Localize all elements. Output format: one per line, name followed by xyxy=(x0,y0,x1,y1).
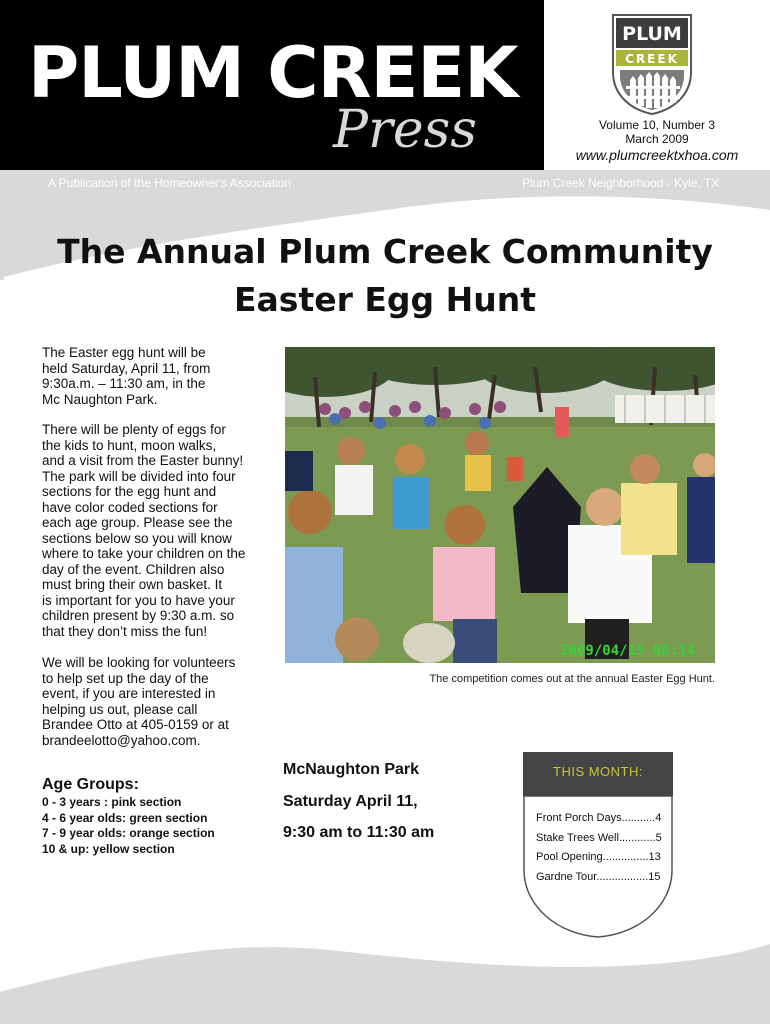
text-line: to help set up the day of the xyxy=(42,670,209,686)
event-time: 9:30 am to 11:30 am xyxy=(283,824,435,841)
age-group-item: 7 - 9 year olds: orange section xyxy=(42,826,215,840)
text-line: brandeelotto@yahoo.com. xyxy=(42,732,201,748)
text-line: The park will be divided into four xyxy=(42,468,236,484)
age-groups-list xyxy=(42,795,215,857)
text-line: is important for you to have your xyxy=(42,592,235,608)
age-group-item: 10 & up: yellow section xyxy=(42,841,175,856)
this-month-item: Front Porch Days...........4 xyxy=(536,812,662,824)
newsletter-title: PLUM CREEK xyxy=(28,32,518,114)
age-group-item: 4 - 6 year olds: green section xyxy=(42,810,208,825)
text-line: event, if you are interested in xyxy=(42,686,216,701)
text-line: sections below so you will know xyxy=(42,530,232,546)
text-line: must bring their own basket. It xyxy=(42,577,223,592)
age-group-item: 0 - 3 years : pink section xyxy=(42,795,182,809)
text-line: and a visit from the Easter bunny! xyxy=(42,453,244,468)
photo-timestamp: 2009/04/15 08:14 xyxy=(560,643,695,659)
logo-line1: PLUM xyxy=(622,23,682,45)
publication-tagline: A Publication of the Homeowner's Association xyxy=(48,176,292,190)
location-tagline: Plum Creek Neighborhood - Kyle, TX xyxy=(522,176,720,190)
text-line: where to take your children on the xyxy=(42,546,246,561)
volume-number: Volume 10, Number 3 xyxy=(598,118,716,132)
text-line: children present by 9:30 a.m. so xyxy=(42,608,235,623)
text-line: have color coded sections for xyxy=(42,499,218,515)
article-headline xyxy=(30,228,740,324)
event-location: McNaughton Park xyxy=(283,761,420,778)
age-groups-title: Age Groups: xyxy=(42,776,139,793)
text-line: We will be looking for volunteers xyxy=(42,655,236,670)
plum-creek-logo xyxy=(610,12,694,116)
this-month-item: Pool Opening...............13 xyxy=(536,851,661,863)
text-line: day of the event. Children also xyxy=(42,561,225,577)
text-line: helping us out, please call xyxy=(42,701,198,717)
text-line: 9:30a.m. – 11:30 am, in the xyxy=(42,376,206,391)
logo-line2: CREEK xyxy=(625,52,679,66)
text-line: Brandee Otto at 405-0159 or at xyxy=(42,717,229,732)
this-month-item: Gardne Tour.................15 xyxy=(536,870,661,883)
paragraph-3 xyxy=(42,655,272,748)
text-line: Mc Naughton Park. xyxy=(42,391,158,407)
text-line: that they don’t miss the fun! xyxy=(42,623,208,639)
footer-band xyxy=(0,930,770,1024)
photo-caption: The competition comes out at the annual Easter Egg Hunt. xyxy=(429,673,715,685)
issue-date: March 2009 xyxy=(625,132,689,146)
this-month-title: THIS MONTH: xyxy=(553,764,643,779)
easter-egg-hunt-photo xyxy=(285,347,715,663)
paragraph-1 xyxy=(42,345,272,407)
issue-info xyxy=(544,118,770,146)
text-line: sections for the egg hunt and xyxy=(42,484,217,499)
paragraph-2 xyxy=(42,422,272,639)
text-line: There will be plenty of eggs for xyxy=(42,422,226,437)
event-date: Saturday April 11, xyxy=(283,793,418,810)
newsletter-subtitle: Press xyxy=(333,100,477,160)
headline-line-1: The Annual Plum Creek Community xyxy=(57,232,713,271)
text-line: held Saturday, April 11, from xyxy=(42,360,211,376)
this-month-list xyxy=(536,809,662,887)
website-url: www.plumcreektxhoa.com xyxy=(575,147,739,163)
this-month-item: Stake Trees Well............5 xyxy=(536,831,662,844)
text-line: The Easter egg hunt will be xyxy=(42,345,206,360)
text-line: each age group. Please see the xyxy=(42,515,233,530)
headline-line-2: Easter Egg Hunt xyxy=(233,280,537,319)
text-line: the kids to hunt, moon walks, xyxy=(42,437,217,453)
